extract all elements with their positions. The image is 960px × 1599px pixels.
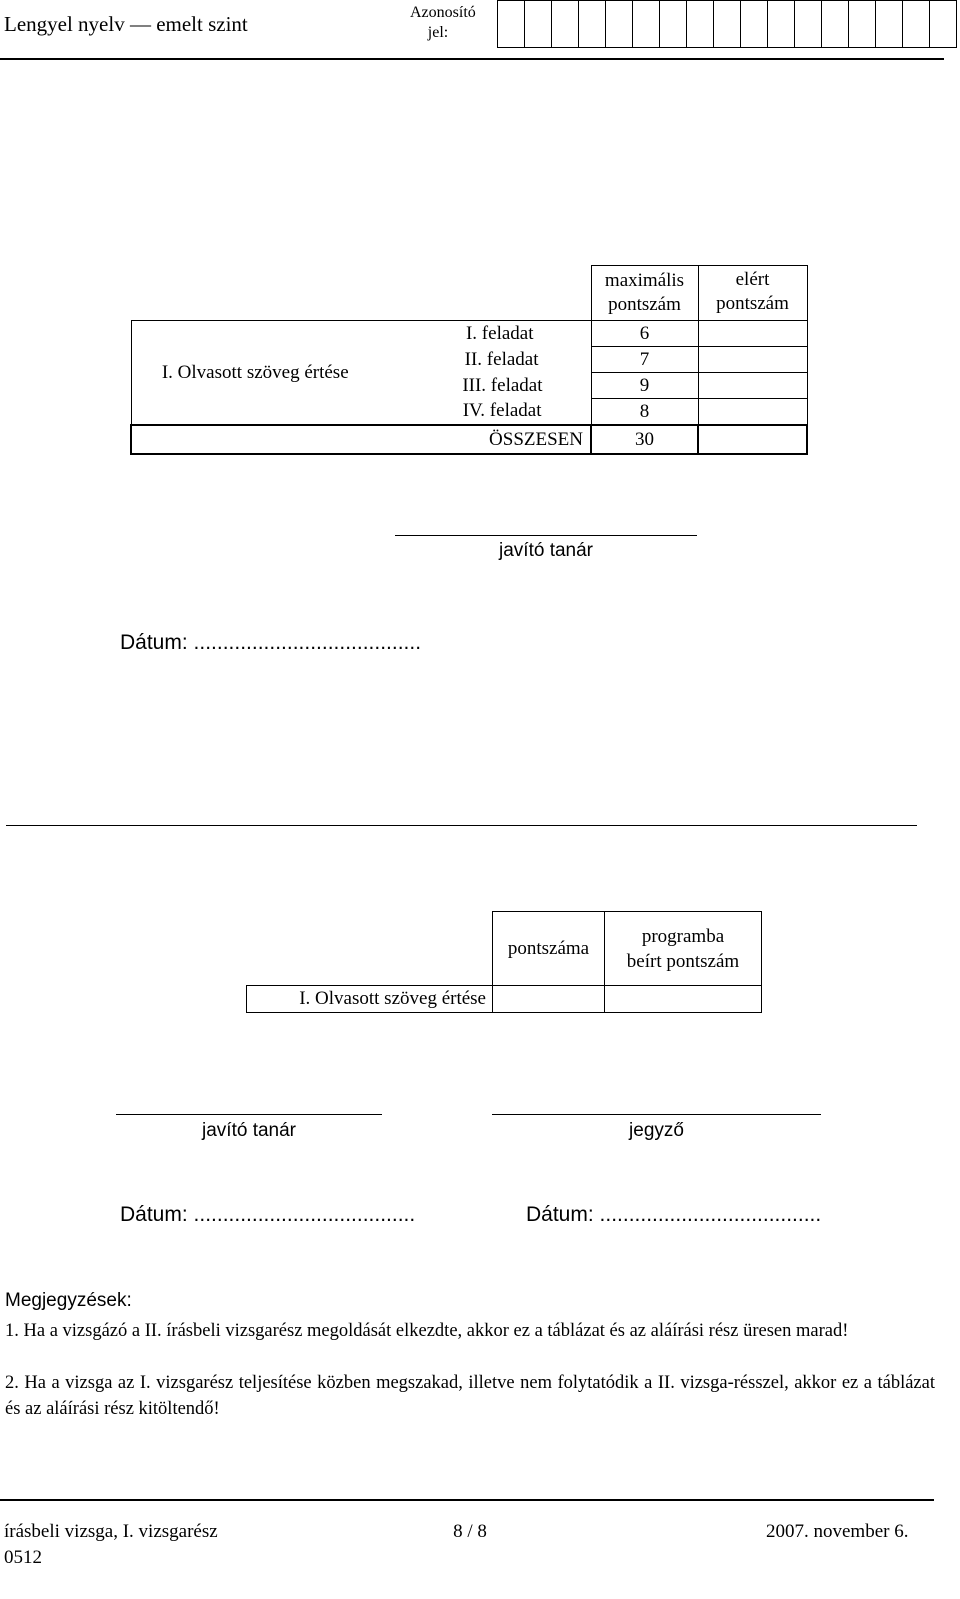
id-box[interactable] — [551, 0, 579, 48]
page-number: 8 / 8 — [453, 1521, 487, 1542]
id-box[interactable] — [767, 0, 795, 48]
id-box[interactable] — [740, 0, 768, 48]
total-label: ÖSSZESEN — [131, 425, 591, 454]
footer-rule — [0, 1499, 934, 1501]
col-got-header: elért pontszám — [698, 266, 807, 321]
signature-line-teacher — [116, 1114, 382, 1115]
task-max: 8 — [591, 399, 698, 426]
row-label: I. Olvasott szöveg értése — [247, 986, 493, 1013]
task-label: III. feladat — [462, 374, 543, 396]
signature-line — [395, 535, 697, 536]
id-box[interactable] — [713, 0, 741, 48]
score-table — [130, 265, 808, 455]
date-field: Dátum: ....................................... — [120, 631, 422, 654]
id-box[interactable] — [875, 0, 903, 48]
header-title: Lengyel nyelv — emelt szint — [4, 12, 248, 36]
program-score-table — [246, 911, 762, 1013]
signature-line-notary — [492, 1114, 821, 1115]
note-item: 2. Ha a vizsga az I. vizsgarész teljesítése közben megszakad, illetve nem folytatódik a II. vizsga-résszel, akkor ez a táblázat és az aláírási rész kitöltendő! — [5, 1373, 935, 1419]
id-box[interactable] — [902, 0, 930, 48]
id-box[interactable] — [578, 0, 606, 48]
id-box[interactable] — [497, 0, 525, 48]
points-cell[interactable] — [493, 986, 605, 1013]
footer-left: írásbeli vizsga, I. vizsgarész — [4, 1521, 218, 1542]
col-program-points: programba beírt pontszám — [605, 912, 762, 986]
program-points-cell[interactable] — [605, 986, 762, 1013]
col-points: pontszáma — [493, 912, 605, 986]
task-label: II. feladat — [464, 348, 539, 370]
id-box[interactable] — [929, 0, 957, 48]
score-cell[interactable] — [698, 373, 807, 399]
id-label-line1: Azonosító — [410, 4, 476, 21]
col-max-header: maximális pontszám — [591, 266, 698, 321]
date-field-teacher: Dátum: ...................................... — [120, 1203, 416, 1226]
total-score-cell[interactable] — [698, 425, 807, 454]
id-boxes — [497, 0, 957, 48]
id-box[interactable] — [821, 0, 849, 48]
cut-line — [6, 825, 917, 826]
footer-code: 0512 — [4, 1547, 42, 1568]
footer-date: 2007. november 6. — [766, 1521, 909, 1542]
id-label-line2: jel: — [427, 24, 449, 41]
signature-label-teacher: javító tanár — [202, 1120, 296, 1141]
id-box[interactable] — [659, 0, 687, 48]
date-field-notary: Dátum: ...................................... — [526, 1203, 822, 1226]
total-max: 30 — [591, 425, 698, 454]
id-box[interactable] — [794, 0, 822, 48]
score-cell[interactable] — [698, 321, 807, 347]
task-max: 9 — [591, 373, 698, 399]
id-box[interactable] — [632, 0, 660, 48]
id-box[interactable] — [605, 0, 633, 48]
task-max: 6 — [591, 321, 698, 347]
header-rule — [0, 58, 944, 60]
score-cell[interactable] — [698, 347, 807, 373]
note-item: 1. Ha a vizsgázó a II. írásbeli vizsgarész megoldását elkezdte, akkor ez a táblázat és az aláírási rész üresen marad! — [5, 1321, 849, 1341]
score-cell[interactable] — [698, 399, 807, 426]
id-box[interactable] — [524, 0, 552, 48]
id-box[interactable] — [848, 0, 876, 48]
task-label: IV. feladat — [379, 399, 591, 426]
section-label: I. Olvasott szöveg értése — [131, 321, 379, 426]
signature-label-notary: jegyző — [629, 1120, 684, 1141]
id-box[interactable] — [686, 0, 714, 48]
task-label: I. feladat — [379, 321, 591, 347]
id-label — [410, 3, 476, 43]
signature-label: javító tanár — [499, 540, 593, 561]
notes-title: Megjegyzések: — [5, 1290, 132, 1311]
task-max: 7 — [591, 347, 698, 373]
